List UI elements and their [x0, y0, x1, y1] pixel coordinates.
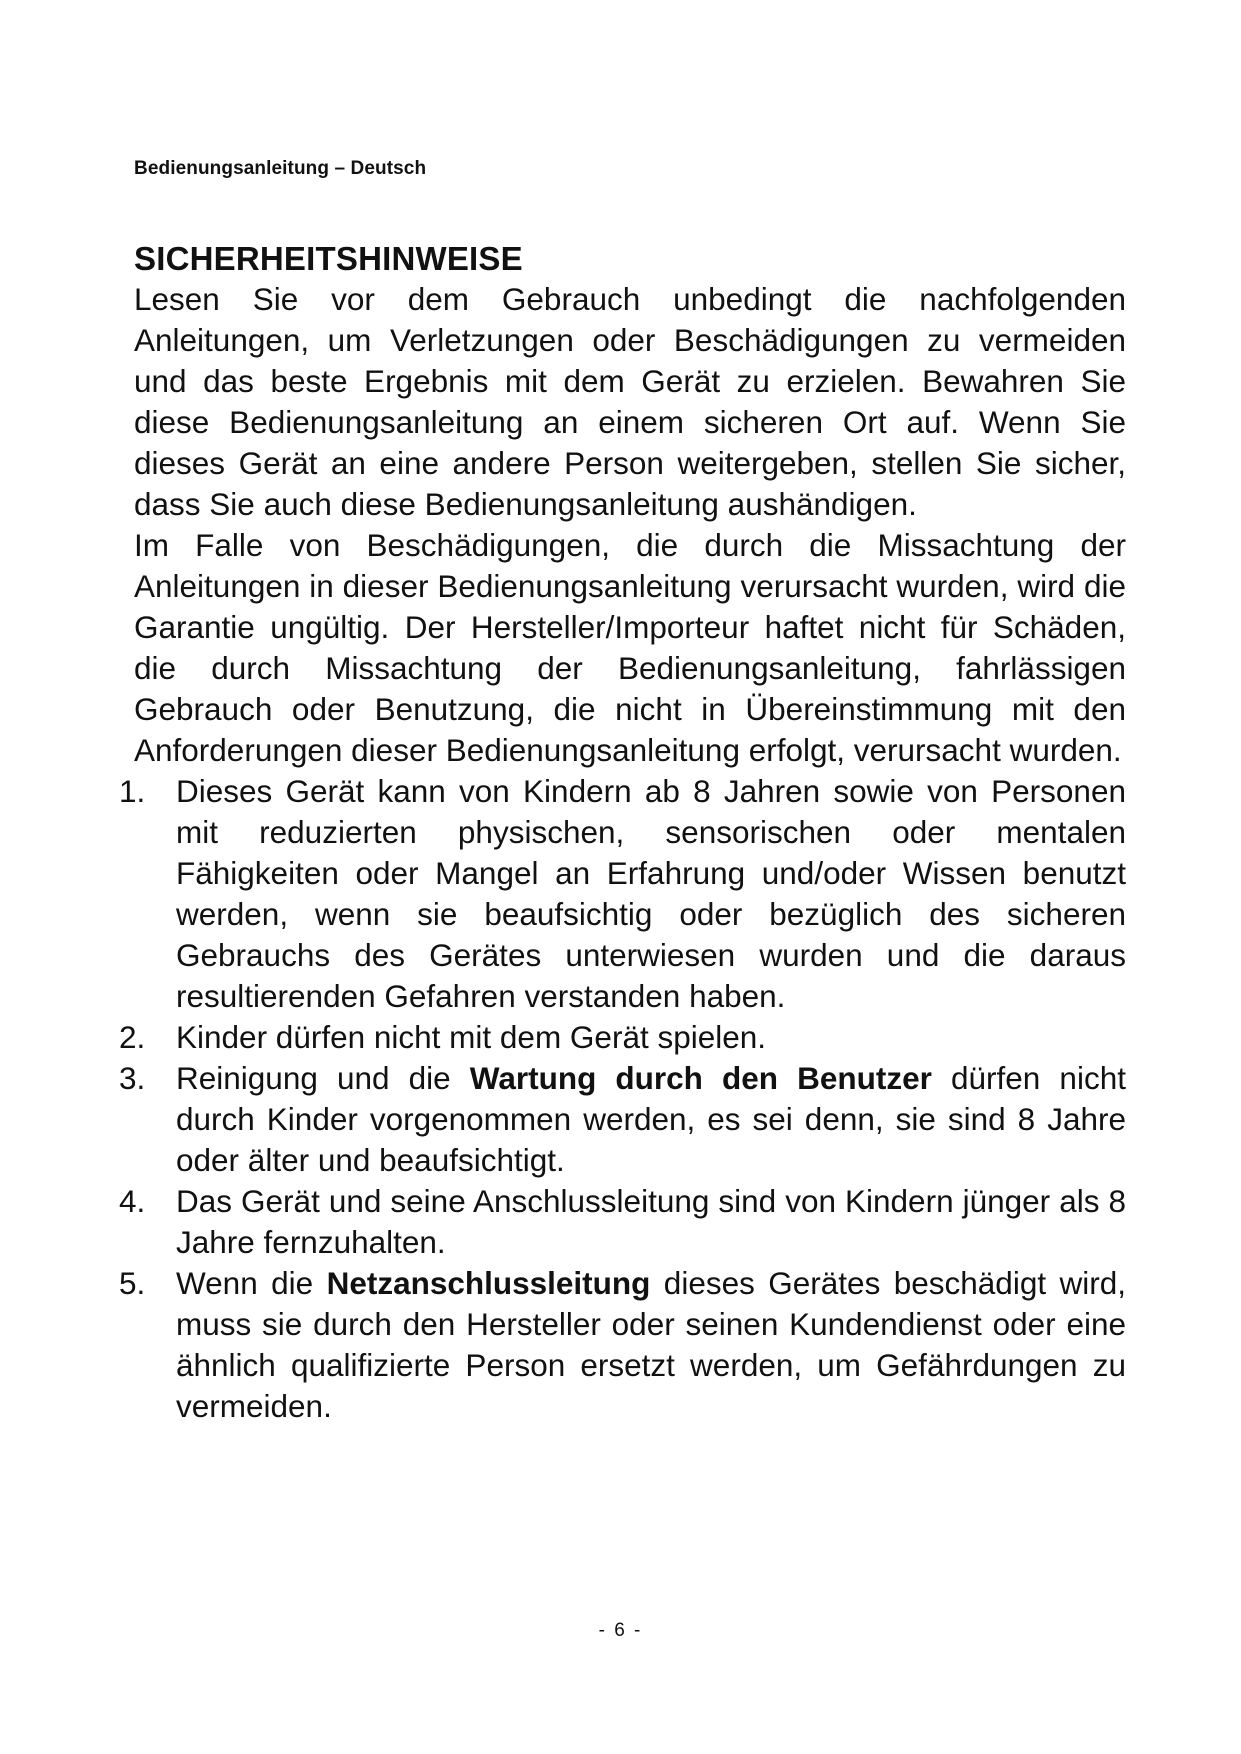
page-number: - 6 - — [598, 1620, 643, 1641]
running-header: Bedienungsanleitung – Deutsch — [134, 158, 427, 179]
list-item — [119, 1181, 1126, 1263]
list-item-number: 3. — [119, 1060, 146, 1096]
emphasis-text: Wartung durch den Benutzer — [469, 1060, 932, 1096]
emphasis-text: Netzanschlussleitung — [326, 1265, 651, 1301]
list-item — [119, 771, 1126, 1017]
list-item-text: Dieses Gerät kann von Kindern ab 8 Jahren sowie von Personen mit reduzierten physischen, sensorischen oder mentalen Fähigkeiten oder Mangel an Erfahrung und/oder Wissen benutzt werden, wenn sie beaufsichtig oder bezüglich des sicheren Gebrauchs des Gerätes unterwiesen wurden und die daraus resultierenden Gefahren verstanden haben. — [176, 773, 1126, 1014]
list-item-text: Das Gerät und seine Anschlussleitung sind von Kindern jünger als 8 Jahre fernzuhalten. — [176, 1183, 1126, 1260]
safety-section — [119, 238, 1127, 1427]
safety-list — [119, 771, 1127, 1427]
list-item-text: Wenn die Netzanschlussleitung dieses Gerätes beschädigt wird, muss sie durch den Hersteller oder seinen Kundendienst oder eine ähnlich qualifizierte Person ersetzt werden, um Gefährdungen zu vermeiden. — [176, 1265, 1127, 1424]
list-item — [119, 1017, 1126, 1058]
list-item-number: 4. — [119, 1183, 146, 1219]
list-item — [119, 1058, 1126, 1181]
warranty-paragraph: Im Falle von Beschädigungen, die durch die Missachtung der Anleitungen in dieser Bedienungsanleitung verursacht wurden, wird die Garantie ungültig. Der Hersteller/Importeur haftet nicht für Schäden, die durch Missachtung der Bedienungsanleitung, fahrlässigen Gebrauch oder Benutzung, die nicht in Übereinstimmung mit den Anforderungen dieser Bedienungsanleitung erfolgt, verursacht wurden. — [134, 527, 1126, 768]
list-item-text: Reinigung und die Wartung durch den Benutzer dürfen nicht durch Kinder vorgenommen werden, es sei denn, sie sind 8 Jahre oder älter und beaufsichtigt. — [176, 1060, 1126, 1178]
section-title: SICHERHEITSHINWEISE — [134, 240, 523, 277]
list-item-number: 1. — [119, 773, 146, 809]
list-item-text: Kinder dürfen nicht mit dem Gerät spielen. — [176, 1019, 767, 1055]
list-item — [119, 1263, 1127, 1427]
list-item-number: 2. — [119, 1019, 146, 1055]
intro-paragraph: Lesen Sie vor dem Gebrauch unbedingt die nachfolgenden Anleitungen, um Verletzungen oder Beschädigungen zu vermeiden und das beste Ergebnis mit dem Gerät zu erzielen. Bewahren Sie diese Bedienungsanleitung an einem sicheren Ort auf. Wenn Sie dieses Gerät an eine andere Person weitergeben, stellen Sie sicher, dass Sie auch diese Bedienungsanleitung aushändigen. — [134, 281, 1126, 522]
list-item-number: 5. — [119, 1265, 146, 1301]
